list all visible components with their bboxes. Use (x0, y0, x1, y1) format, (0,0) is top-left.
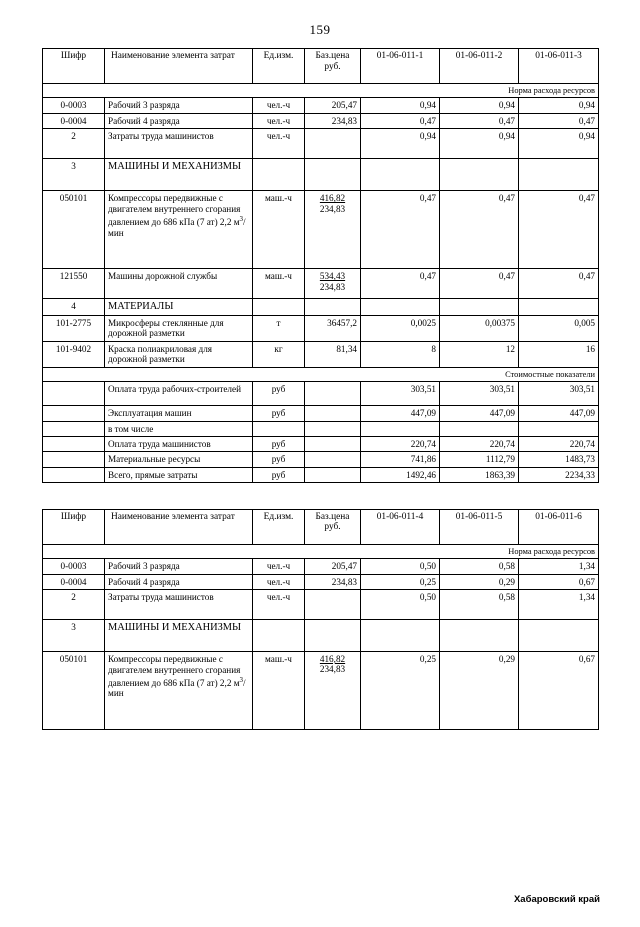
row-value-1: 220,74 (361, 436, 440, 451)
row-price: 36457,2 (305, 315, 361, 341)
row-code: 3 (43, 619, 105, 651)
row-unit: чел.-ч (253, 559, 305, 574)
row-unit (253, 619, 305, 651)
row-value-2 (440, 159, 519, 191)
row-value-3: 2234,33 (519, 467, 599, 482)
row-value-1: 303,51 (361, 382, 440, 406)
row-code: 0-0003 (43, 559, 105, 574)
row-value-2: 0,29 (440, 574, 519, 589)
row-value-1: 0,25 (361, 574, 440, 589)
row-value-2: 1112,79 (440, 452, 519, 467)
row-value-3 (519, 421, 599, 436)
row-value-1 (361, 421, 440, 436)
row-value-2: 0,29 (440, 651, 519, 729)
row-code: 101-9402 (43, 341, 105, 367)
row-code: 050101 (43, 191, 105, 269)
row-name: в том числе (105, 421, 253, 436)
row-code: 0-0003 (43, 98, 105, 113)
table-2-wrapper (42, 509, 598, 730)
section-note-norms (43, 544, 599, 558)
section-note-label: Норма расхода ресурсов (43, 544, 599, 558)
row-code: 050101 (43, 651, 105, 729)
row-price (305, 651, 361, 729)
row-name: Затраты труда машинистов (105, 589, 253, 619)
row-value-1: 447,09 (361, 406, 440, 421)
table-row (43, 589, 599, 619)
row-code-empty (43, 421, 105, 436)
row-price: 205,47 (305, 559, 361, 574)
header-price: Баз.цена руб. (305, 49, 361, 84)
footer-region-label: Хабаровский край (513, 894, 600, 905)
row-value-2: 0,47 (440, 269, 519, 299)
row-value-2: 447,09 (440, 406, 519, 421)
row-value-3: 0,47 (519, 269, 599, 299)
row-value-3: 1483,73 (519, 452, 599, 467)
table-row (43, 113, 599, 128)
row-unit: чел.-ч (253, 589, 305, 619)
header-name: Наименование элемента затрат (105, 49, 253, 84)
row-value-2: 220,74 (440, 436, 519, 451)
table-header-row (43, 509, 599, 544)
row-value-1: 1492,46 (361, 467, 440, 482)
row-value-2: 0,47 (440, 191, 519, 269)
row-code: 3 (43, 159, 105, 191)
row-value-1 (361, 619, 440, 651)
table-header-row (43, 49, 599, 84)
header-col-1: 01-06-011-1 (361, 49, 440, 84)
row-value-3: 0,67 (519, 574, 599, 589)
row-value-2: 303,51 (440, 382, 519, 406)
table-row (43, 98, 599, 113)
row-code: 4 (43, 299, 105, 316)
row-name: Материальные ресурсы (105, 452, 253, 467)
row-value-2: 0,94 (440, 129, 519, 159)
row-value-3: 0,94 (519, 129, 599, 159)
row-name: Микросферы стеклянные для дорожной разметки (105, 315, 253, 341)
row-unit: чел.-ч (253, 113, 305, 128)
table-row (43, 651, 599, 729)
row-price (305, 191, 361, 269)
row-unit: руб (253, 406, 305, 421)
row-unit (253, 159, 305, 191)
row-value-2: 0,47 (440, 113, 519, 128)
row-price (305, 619, 361, 651)
row-name: МАТЕРИАЛЫ (105, 299, 253, 316)
row-value-2: 0,58 (440, 559, 519, 574)
row-value-3: 0,94 (519, 98, 599, 113)
row-unit: руб (253, 452, 305, 467)
table-row (43, 269, 599, 299)
row-price: 234,83 (305, 574, 361, 589)
row-value-1: 0,94 (361, 98, 440, 113)
row-price (305, 159, 361, 191)
row-unit: маш.-ч (253, 191, 305, 269)
header-col-2: 01-06-011-5 (440, 509, 519, 544)
row-value-1 (361, 159, 440, 191)
row-value-3: 0,47 (519, 113, 599, 128)
table-row-cost (43, 436, 599, 451)
row-value-3 (519, 159, 599, 191)
row-price: 234,83 (305, 113, 361, 128)
row-unit: т (253, 315, 305, 341)
header-col-3: 01-06-011-3 (519, 49, 599, 84)
row-unit (253, 421, 305, 436)
row-value-2: 0,94 (440, 98, 519, 113)
row-name: Оплата труда машинистов (105, 436, 253, 451)
row-name: Машины дорожной службы (105, 269, 253, 299)
row-value-1: 0,47 (361, 191, 440, 269)
row-value-1: 0,47 (361, 269, 440, 299)
row-unit: руб (253, 467, 305, 482)
row-value-3 (519, 299, 599, 316)
row-price (305, 452, 361, 467)
row-price-bottom: 234,83 (319, 664, 346, 675)
row-value-2: 0,58 (440, 589, 519, 619)
row-unit: руб (253, 382, 305, 406)
section-note-cost (43, 367, 599, 381)
row-unit: маш.-ч (253, 269, 305, 299)
row-price: 81,34 (305, 341, 361, 367)
row-price-top: 416,82 (319, 193, 346, 203)
row-price-bottom: 234,83 (319, 203, 346, 214)
row-value-1: 0,50 (361, 559, 440, 574)
page-number: 159 (309, 22, 331, 37)
row-value-3: 447,09 (519, 406, 599, 421)
row-price (305, 269, 361, 299)
row-value-1: 0,47 (361, 113, 440, 128)
table-row (43, 341, 599, 367)
row-name: Рабочий 3 разряда (105, 98, 253, 113)
resource-table-2 (42, 509, 599, 730)
header-col-1: 01-06-011-4 (361, 509, 440, 544)
row-unit: кг (253, 341, 305, 367)
row-code-empty (43, 382, 105, 406)
row-unit: чел.-ч (253, 129, 305, 159)
table-row (43, 129, 599, 159)
row-value-1 (361, 299, 440, 316)
row-value-1: 8 (361, 341, 440, 367)
row-name: МАШИНЫ И МЕХАНИЗМЫ (105, 159, 253, 191)
table-1-wrapper (42, 48, 598, 483)
row-code: 0-0004 (43, 574, 105, 589)
row-value-2: 1863,39 (440, 467, 519, 482)
row-value-3: 1,34 (519, 589, 599, 619)
row-name: Краска полиакриловая для дорожной разметки (105, 341, 253, 367)
row-price-bottom: 234,83 (319, 281, 346, 292)
row-unit: маш.-ч (253, 651, 305, 729)
row-code-empty (43, 452, 105, 467)
header-code: Шифр (43, 509, 105, 544)
row-value-3: 303,51 (519, 382, 599, 406)
table-row-cost (43, 421, 599, 436)
row-name: МАШИНЫ И МЕХАНИЗМЫ (105, 619, 253, 651)
row-name: Эксплуатация машин (105, 406, 253, 421)
row-value-1: 0,94 (361, 129, 440, 159)
table-row (43, 315, 599, 341)
row-name: Компрессоры передвижные с двигателем внутреннего сгорания давлением до 686 кПа (7 ат) 2,2 $м^3$/мин (105, 651, 253, 729)
table-row-section (43, 159, 599, 191)
row-value-3 (519, 619, 599, 651)
table-row (43, 574, 599, 589)
row-price (305, 406, 361, 421)
row-value-3: 0,005 (519, 315, 599, 341)
row-name: Затраты труда машинистов (105, 129, 253, 159)
row-value-3: 16 (519, 341, 599, 367)
header-unit: Ед.изм. (253, 49, 305, 84)
row-unit: чел.-ч (253, 574, 305, 589)
table-row-section (43, 299, 599, 316)
table-row-cost (43, 467, 599, 482)
row-value-3: 220,74 (519, 436, 599, 451)
row-price (305, 467, 361, 482)
header-name: Наименование элемента затрат (105, 509, 253, 544)
row-value-1: 0,25 (361, 651, 440, 729)
resource-table-1 (42, 48, 599, 483)
row-unit (253, 299, 305, 316)
table-gap (0, 483, 640, 509)
row-value-3: 1,34 (519, 559, 599, 574)
row-name: Всего, прямые затраты (105, 467, 253, 482)
row-name: Рабочий 4 разряда (105, 113, 253, 128)
section-note-norms (43, 84, 599, 98)
row-price (305, 382, 361, 406)
row-code-empty (43, 467, 105, 482)
row-code-empty (43, 436, 105, 451)
header-price: Баз.цена руб. (305, 509, 361, 544)
table-row-section (43, 619, 599, 651)
row-code: 101-2775 (43, 315, 105, 341)
table-row (43, 559, 599, 574)
row-code-empty (43, 406, 105, 421)
row-value-3: 0,67 (519, 651, 599, 729)
header-code: Шифр (43, 49, 105, 84)
row-name: Рабочий 4 разряда (105, 574, 253, 589)
row-value-2: 0,00375 (440, 315, 519, 341)
table-row-cost (43, 406, 599, 421)
row-value-2 (440, 299, 519, 316)
row-price-top: 416,82 (319, 653, 346, 664)
table-row (43, 191, 599, 269)
row-value-1: 0,50 (361, 589, 440, 619)
row-code: 2 (43, 589, 105, 619)
row-price-top: 534,43 (319, 271, 346, 281)
row-name: Оплата труда рабочих-строителей (105, 382, 253, 406)
row-value-2 (440, 421, 519, 436)
row-value-2: 12 (440, 341, 519, 367)
row-value-1: 0,0025 (361, 315, 440, 341)
section-note-label: Стоимостные показатели (43, 367, 599, 381)
row-price (305, 129, 361, 159)
header-unit: Ед.изм. (253, 509, 305, 544)
row-price (305, 589, 361, 619)
row-unit: руб (253, 436, 305, 451)
row-unit: чел.-ч (253, 98, 305, 113)
header-col-2: 01-06-011-2 (440, 49, 519, 84)
row-price (305, 421, 361, 436)
row-price (305, 299, 361, 316)
row-value-2 (440, 619, 519, 651)
row-value-1: 741,86 (361, 452, 440, 467)
row-price (305, 436, 361, 451)
row-code: 2 (43, 129, 105, 159)
row-value-3: 0,47 (519, 191, 599, 269)
row-name: Рабочий 3 разряда (105, 559, 253, 574)
row-code: 0-0004 (43, 113, 105, 128)
row-price: 205,47 (305, 98, 361, 113)
document-page (0, 22, 640, 927)
row-name: Компрессоры передвижные с двигателем внутреннего сгорания давлением до 686 кПа (7 ат) 2,2 $м^3$/мин (105, 191, 253, 269)
section-note-label: Норма расхода ресурсов (43, 84, 599, 98)
table-row-cost (43, 382, 599, 406)
table-row-cost (43, 452, 599, 467)
row-code: 121550 (43, 269, 105, 299)
header-col-3: 01-06-011-6 (519, 509, 599, 544)
